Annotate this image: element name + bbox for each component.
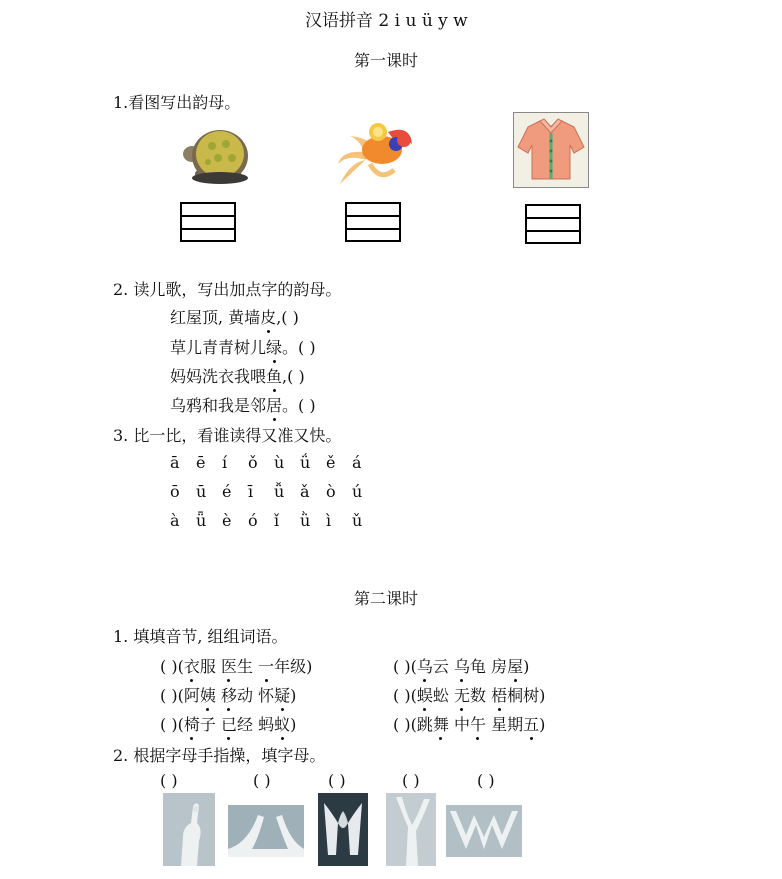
turtle-icon	[180, 118, 252, 190]
pinyin-syllable: ī	[248, 482, 254, 501]
rhyme-text: 妈妈洗衣我喂	[170, 367, 267, 386]
dotted-character: 衣	[184, 654, 200, 677]
answer-blank[interactable]: ( )	[160, 686, 178, 705]
pinyin-syllable: ē	[196, 453, 206, 472]
goldfish-icon	[330, 114, 416, 190]
dotted-character: 椅	[184, 712, 200, 735]
pinyin-row-3	[170, 511, 378, 530]
pinyin-syllable: á	[352, 453, 362, 472]
dotted-character: 鱼	[266, 364, 282, 387]
word-text: 生	[236, 657, 253, 676]
answer-blank[interactable]: ( )	[393, 686, 411, 705]
word-group-left-3: ( )(椅子 已经 蚂蚁)	[160, 712, 296, 735]
rhyme-line-1	[170, 305, 299, 328]
pinyin-row-2	[170, 482, 378, 501]
word-text: 星期	[491, 715, 524, 734]
dotted-character: 皮	[260, 305, 276, 328]
pinyin-syllable: ì	[326, 511, 332, 530]
rhyme-line-2	[170, 335, 316, 358]
word-text: 云	[432, 657, 449, 676]
gesture-answer-3[interactable]: ( )	[328, 771, 346, 790]
dotted-character: 已	[221, 712, 237, 735]
dotted-character: 五	[523, 712, 539, 735]
dotted-character: 午	[470, 712, 486, 735]
dotted-character: 乌	[417, 654, 433, 677]
answer-blank[interactable]: ( )	[160, 657, 178, 676]
word-group-right-2: ( )(蜈蚣 无数 梧桐树)	[393, 683, 545, 706]
word-text: 怀	[258, 686, 275, 705]
pinyin-syllable: í	[222, 453, 228, 472]
question-2-title: 2. 读儿歌，写出加点字的韵母。	[113, 280, 342, 299]
hand-gesture-photo-3	[318, 793, 368, 866]
dotted-character: 一	[258, 654, 274, 677]
word-text: 房	[491, 657, 508, 676]
hand-gesture-photo-5	[446, 805, 522, 857]
lesson-2-heading: 第二课时	[354, 589, 419, 608]
rhyme-line-3	[170, 364, 305, 387]
gesture-answer-5[interactable]: ( )	[477, 771, 495, 790]
word-text: 龟	[469, 657, 486, 676]
dotted-character: 蚁	[274, 712, 290, 735]
dotted-character: 移	[221, 683, 237, 706]
pinyin-syllable: ǐ	[274, 511, 280, 530]
dotted-character: 蜈	[417, 683, 433, 706]
pinyin-syllable: ǔ	[352, 511, 363, 530]
rhyme-line-4	[170, 393, 316, 416]
answer-blank[interactable]: 。( )	[282, 338, 316, 357]
answer-blank[interactable]: ,( )	[282, 367, 305, 386]
word-text: 桐树	[507, 686, 540, 705]
dotted-character: 姨	[200, 683, 216, 706]
pinyin-syllable: ǚ	[274, 482, 285, 501]
word-text: 子	[199, 715, 216, 734]
answer-blank[interactable]: ( )	[160, 715, 178, 734]
lesson-2-question-2-title: 2. 根据字母手指操，填字母。	[113, 746, 326, 765]
hand-gesture-photo-2	[228, 805, 304, 857]
dotted-character: 居	[266, 393, 282, 416]
word-text: 经	[236, 715, 253, 734]
pinyin-syllable: ū	[196, 482, 207, 501]
pinyin-syllable: ó	[248, 511, 258, 530]
dotted-character: 医	[221, 654, 237, 677]
word-group-left-1: ( )(衣服 医生 一年级)	[160, 654, 312, 677]
pinyin-syllable: ě	[326, 453, 336, 472]
rhyme-text: 乌鸦和我是邻	[170, 396, 267, 415]
word-group-right-3: ( )(跳舞 中午 星期五)	[393, 712, 545, 735]
pinyin-syllable: ú	[352, 482, 363, 501]
pinyin-syllable: ō	[170, 482, 180, 501]
hand-gesture-photo-4	[386, 793, 436, 866]
pinyin-syllable: ǖ	[196, 511, 207, 530]
shirt-icon	[513, 112, 589, 188]
dotted-character: 乌	[454, 654, 470, 677]
lesson-2-question-1-title: 1. 填填音节, 组组词语。	[113, 627, 288, 646]
word-text: 中	[453, 715, 470, 734]
answer-box-turtle[interactable]	[180, 202, 236, 242]
answer-blank[interactable]: ,( )	[276, 308, 299, 327]
lesson-1-heading: 第一课时	[354, 51, 419, 70]
dotted-character: 无	[454, 683, 470, 706]
dotted-character: 屋	[507, 654, 523, 677]
rhyme-text: 草儿青青树儿	[170, 338, 267, 357]
question-1-title: 1.看图写出韵母。	[113, 93, 241, 112]
pinyin-syllable: ǜ	[300, 511, 311, 530]
dotted-character: 梧	[491, 683, 507, 706]
pinyin-syllable: è	[222, 511, 232, 530]
pinyin-syllable: ǘ	[300, 453, 311, 472]
dotted-character: 疑	[274, 683, 290, 706]
question-3-title: 3. 比一比，看谁读得又准又快。	[113, 426, 342, 445]
pinyin-syllable: é	[222, 482, 232, 501]
word-text: 蚣	[432, 686, 449, 705]
word-text: 阿	[183, 686, 200, 705]
pinyin-syllable: ǎ	[300, 482, 310, 501]
dotted-character: 绿	[266, 335, 282, 358]
word-text: 蚂	[258, 715, 275, 734]
answer-blank[interactable]: ( )	[393, 657, 411, 676]
pinyin-syllable: ò	[326, 482, 336, 501]
word-group-right-1: ( )(乌云 乌龟 房屋)	[393, 654, 529, 677]
word-group-left-2: ( )(阿姨 移动 怀疑)	[160, 683, 296, 706]
pinyin-row-1	[170, 453, 378, 472]
rhyme-text: 红屋顶, 黄墙	[170, 308, 261, 327]
gesture-answer-4[interactable]: ( )	[402, 771, 420, 790]
word-text: 年级	[274, 657, 307, 676]
word-text: 跳	[416, 715, 433, 734]
answer-box-shirt[interactable]	[525, 204, 581, 244]
pinyin-syllable: ǒ	[248, 453, 258, 472]
pinyin-syllable: à	[170, 511, 180, 530]
word-text: 服	[199, 657, 216, 676]
page-title: 汉语拼音 2 i u ü y w	[305, 11, 468, 31]
word-text: 数	[469, 686, 486, 705]
word-text: 动	[236, 686, 253, 705]
dotted-character: 舞	[433, 712, 449, 735]
pinyin-syllable: ù	[274, 453, 285, 472]
answer-box-goldfish[interactable]	[345, 202, 401, 242]
pinyin-syllable: ā	[170, 453, 180, 472]
gesture-answer-2[interactable]: ( )	[253, 771, 271, 790]
answer-blank[interactable]: 。( )	[282, 396, 316, 415]
answer-blank[interactable]: ( )	[393, 715, 411, 734]
hand-gesture-photo-1	[163, 793, 215, 866]
gesture-answer-1[interactable]: ( )	[160, 771, 178, 790]
